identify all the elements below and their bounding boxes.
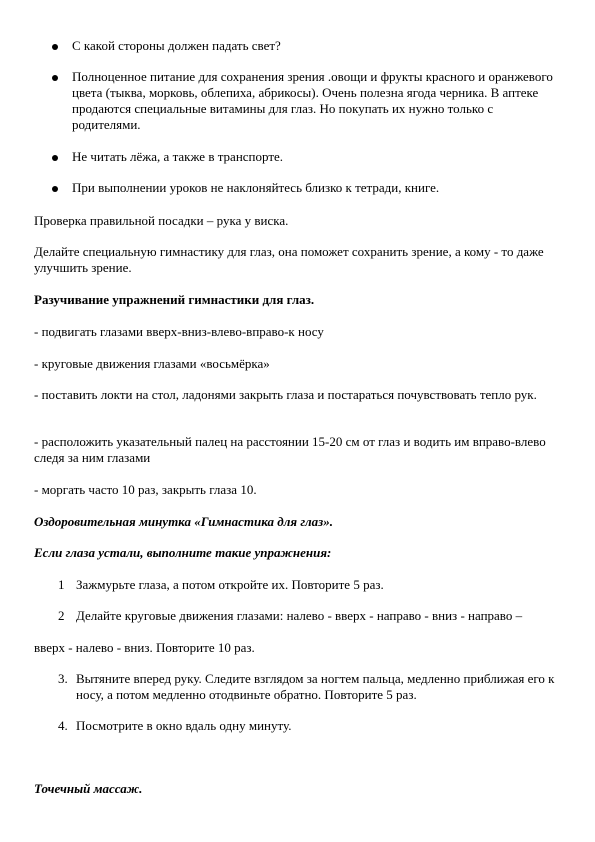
- step-number: 4.: [58, 718, 68, 733]
- bullet-item: Не читать лёжа, а также в транспорте.: [72, 149, 284, 164]
- gymnastics-intro-text: Делайте специальную гимнастику для глаз, она поможет сохранить зрение, а кому - то даже улучшить зрение.: [34, 244, 544, 275]
- step-text: Посмотрите в окно вдаль одну минуту.: [76, 718, 292, 733]
- step-text: Вытяните вперед руку. Следите взглядом за ногтем пальца, медленно приближая его к носу, а потом медленно отодвиньте обратно. Повторите 5 раз.: [76, 671, 555, 702]
- tired-eyes-heading: Если глаза устали, выполните такие упражнения:: [34, 545, 332, 560]
- bullet-dot: [52, 155, 58, 161]
- step-number: 3.: [58, 671, 68, 686]
- wellness-heading: Оздоровительная минутка «Гимнастика для глаз».: [34, 514, 333, 529]
- exercise-item: - круговые движения глазами «восьмёрка»: [34, 356, 270, 371]
- learning-heading: Разучивание упражнений гимнастики для глаз.: [34, 292, 315, 307]
- exercise-item: - расположить указательный палец на расстоянии 15-20 см от глаз и водить им вправо-влево следя за ним глазами: [34, 434, 546, 465]
- bullet-dot: [52, 75, 58, 81]
- step-text: Зажмурьте глаза, а потом откройте их. Повторите 5 раз.: [76, 577, 384, 592]
- step-continuation: вверх - налево - вниз. Повторите 10 раз.: [34, 640, 255, 655]
- massage-heading: Точечный массаж.: [34, 781, 143, 796]
- exercise-item: - подвигать глазами вверх-вниз-влево-вправо-к носу: [34, 324, 324, 339]
- bullet-item: При выполнении уроков не наклоняйтесь близко к тетради, книге.: [72, 180, 440, 195]
- exercise-item: - моргать часто 10 раз, закрыть глаза 10.: [34, 482, 257, 497]
- step-number: 1: [58, 577, 65, 592]
- posture-check-text: Проверка правильной посадки – рука у виска.: [34, 213, 289, 228]
- bullet-item: С какой стороны должен падать свет?: [72, 38, 281, 53]
- step-number: 2: [58, 608, 65, 623]
- bullet-dot: [52, 44, 58, 50]
- bullet-dot: [52, 186, 58, 192]
- bullet-item: Полноценное питание для сохранения зрения .овощи и фрукты красного и оранжевого цвета (тыква, морковь, облепиха, абрикосы). Очень полезна ягода черника. В аптеке продаются специальные витамины для глаз. Но покупать их нужно только с родителями.: [72, 69, 553, 132]
- step-text: Делайте круговые движения глазами: налево - вверх - направо - вниз - направо –: [76, 608, 523, 623]
- exercise-item: - поставить локти на стол, ладонями закрыть глаза и постараться почувствовать тепло рук.: [34, 387, 537, 402]
